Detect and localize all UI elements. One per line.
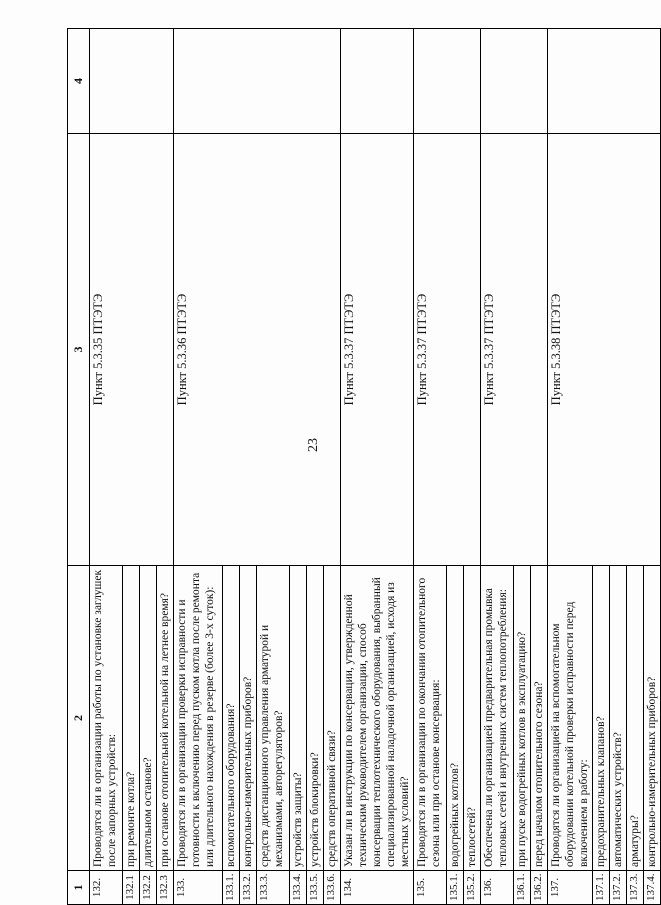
row-question: перед началом отопительного сезона? bbox=[530, 566, 547, 871]
table-row bbox=[547, 29, 592, 905]
row-question: предохранительных клапанов? bbox=[592, 566, 609, 871]
row-number: 137.1. bbox=[592, 871, 609, 905]
reference-cell: Пункт 5.3.35 ПТЭТЭ bbox=[89, 134, 173, 566]
answer-cell bbox=[413, 29, 480, 134]
col-header-4: 4 bbox=[68, 29, 90, 134]
answer-cell bbox=[340, 29, 413, 134]
page-number: 23 bbox=[306, 438, 321, 452]
table-row bbox=[413, 29, 446, 905]
row-question: Обеспечена ли организацией предварительная промывка тепловых сетей и внутренних систем теплопотребления: bbox=[480, 566, 513, 871]
answer-cell bbox=[89, 29, 173, 134]
row-number: 135.1. bbox=[446, 871, 463, 905]
answer-cell bbox=[480, 29, 547, 134]
row-number: 137.2. bbox=[609, 871, 626, 905]
row-question: Указан ли в инструкции по консервации, утвержденной техническим руководителем организации, способ консервации теплотехнического оборудования, выбранный специализированной наладочной организацией, исходя из местных условий? bbox=[340, 566, 413, 871]
row-number: 133.5. bbox=[306, 871, 323, 905]
row-number: 133.2. bbox=[239, 871, 256, 905]
row-question: средств дистанционного управления арматурой и механизмами, авторегуляторов? bbox=[256, 566, 289, 871]
row-number: 136.1. bbox=[513, 871, 530, 905]
row-question: Проводятся ли организацией на вспомогательном оборудовании котельной проверки исправности перед включением в работу: bbox=[547, 566, 592, 871]
row-number: 135. bbox=[413, 871, 446, 905]
row-number: 136. bbox=[480, 871, 513, 905]
row-question: устройств защиты? bbox=[289, 566, 306, 871]
rotated-table-wrapper bbox=[67, 29, 658, 905]
row-question: при останове отопительной котельной на летнее время? bbox=[156, 566, 173, 871]
header-row bbox=[68, 29, 90, 905]
row-question: вспомогательного оборудования? bbox=[222, 566, 239, 871]
row-number: 137.3. bbox=[626, 871, 643, 905]
row-question: при пуске водогрейных котлов в эксплуатацию? bbox=[513, 566, 530, 871]
row-number: 132.2 bbox=[139, 871, 156, 905]
reference-cell: Пункт 5.3.38 ПТЭТЭ bbox=[547, 134, 660, 566]
reference-cell: Пункт 5.3.36 ПТЭТЭ bbox=[173, 134, 340, 566]
col-header-3: 3 bbox=[68, 134, 90, 566]
row-number: 132. bbox=[89, 871, 122, 905]
row-number: 133.3. bbox=[256, 871, 289, 905]
row-question: Проводятся ли в организации проверки исправности и готовности к включению перед пуском котла после ремонта или длительного нахождения в резерве (более 3-х суток): bbox=[173, 566, 222, 871]
row-question: средств оперативной связи? bbox=[323, 566, 340, 871]
col-header-2: 2 bbox=[68, 566, 90, 871]
table-row bbox=[340, 29, 413, 905]
table-row bbox=[173, 29, 222, 905]
row-number: 133.1. bbox=[222, 871, 239, 905]
answer-cell bbox=[547, 29, 660, 134]
checklist-table bbox=[67, 28, 661, 905]
row-number: 133. bbox=[173, 871, 222, 905]
row-number: 133.4. bbox=[289, 871, 306, 905]
row-number: 137.4. bbox=[643, 871, 660, 905]
row-number: 135.2. bbox=[463, 871, 480, 905]
answer-cell bbox=[173, 29, 340, 134]
row-question: автоматических устройств? bbox=[609, 566, 626, 871]
row-question: Проводятся ли в организации работы по установке заглушек после запорных устройств: bbox=[89, 566, 122, 871]
row-number: 134. bbox=[340, 871, 413, 905]
row-number: 136.2. bbox=[530, 871, 547, 905]
row-question: длительном останове? bbox=[139, 566, 156, 871]
reference-cell: Пункт 5.3.37 ПТЭТЭ bbox=[413, 134, 480, 566]
row-question: устройств блокировки? bbox=[306, 566, 323, 871]
reference-cell: Пункт 5.3.37 ПТЭТЭ bbox=[480, 134, 547, 566]
col-header-1: 1 bbox=[68, 871, 90, 905]
row-number: 133.6. bbox=[323, 871, 340, 905]
table-row bbox=[89, 29, 122, 905]
table-row bbox=[480, 29, 513, 905]
table-frame bbox=[67, 29, 658, 905]
row-question: теплосетей? bbox=[463, 566, 480, 871]
row-question: контрольно-измерительных приборов? bbox=[643, 566, 660, 871]
row-question: водогрейных котлов? bbox=[446, 566, 463, 871]
row-number: 132.1 bbox=[122, 871, 139, 905]
row-number: 132.3 bbox=[156, 871, 173, 905]
row-question: контрольно-измерительных приборов? bbox=[239, 566, 256, 871]
reference-cell: Пункт 5.3.37 ПТЭТЭ bbox=[340, 134, 413, 566]
row-number: 137. bbox=[547, 871, 592, 905]
row-question: Проводятся ли в организации по окончании отопительного сезона или при останове консервация: bbox=[413, 566, 446, 871]
row-question: арматуры? bbox=[626, 566, 643, 871]
row-question: при ремонте котла? bbox=[122, 566, 139, 871]
